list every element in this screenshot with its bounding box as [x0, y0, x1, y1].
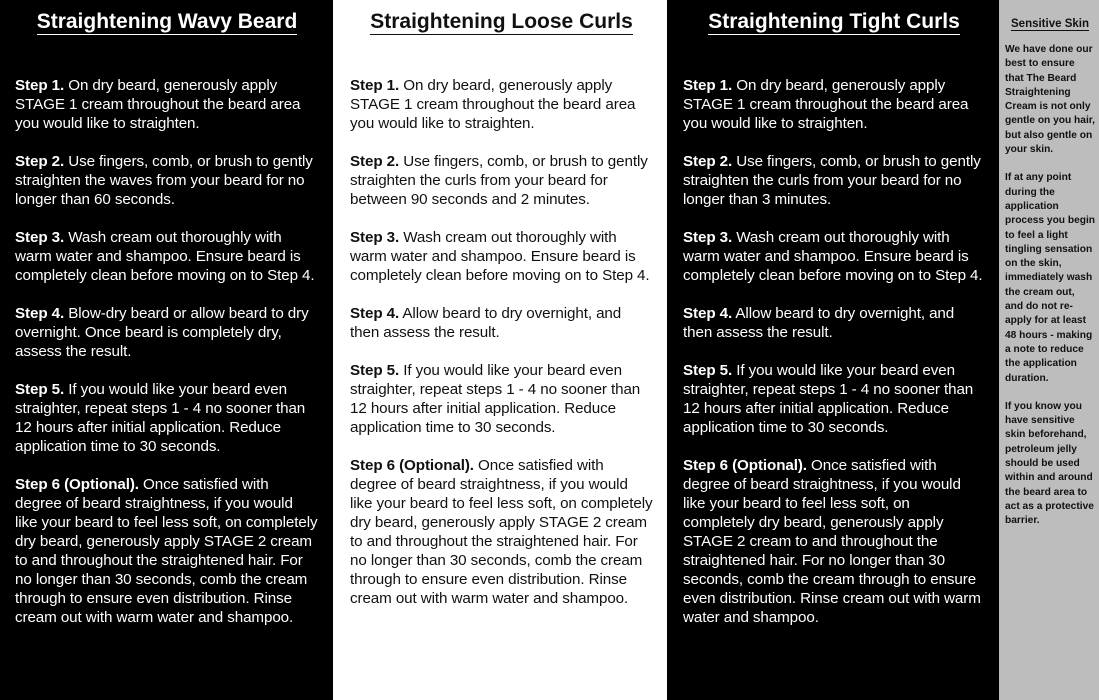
step-text: On dry beard, generously apply STAGE 1 cream throughout the beard area you would like to straighten.	[15, 77, 301, 132]
step-text: Once satisfied with degree of beard straightness, if you would like your beard to feel less soft, on completely dry beard, generously apply STAGE 2 cream to and throughout the straightened hair. For no longer than 30 seconds, comb the cream through to ensure even distribution. Rinse cream out with warm water and shampoo.	[15, 476, 318, 626]
step-3	[683, 228, 985, 285]
sidebar-paragraph: If you know you have sensitive skin beforehand, petroleum jelly should be used within and around the beard area to act as a protective barrier.	[1005, 400, 1094, 527]
step-2	[15, 152, 319, 209]
step-6	[350, 456, 653, 608]
column-title: Straightening Tight Curls	[708, 10, 960, 33]
step-text: If you would like your beard even straighter, repeat steps 1 - 4 no sooner than 12 hours after initial application. Reduce application time to 30 seconds.	[350, 362, 641, 436]
step-4	[683, 304, 985, 342]
sidebar-paragraph: We have done our best to ensure that The Beard Straightening Cream is not only gentle on you hair, but also gentle on your skin.	[1005, 44, 1096, 156]
step-label: Step 6 (Optional).	[15, 476, 139, 493]
step-label: Step 2.	[15, 153, 65, 170]
step-1	[15, 76, 319, 133]
step-text: Once satisfied with degree of beard straightness, if you would like your beard to feel less soft, on completely dry beard, generously apply STAGE 2 cream to and throughout the straightened hair. For no longer than 30 seconds, comb the cream through to ensure even distribution. Rinse cream out with warm water and shampoo.	[683, 457, 981, 626]
step-label: Step 2.	[683, 153, 733, 170]
step-label: Step 3.	[15, 229, 65, 246]
step-label: Step 4.	[683, 305, 733, 322]
step-1	[683, 76, 985, 133]
step-3	[350, 228, 653, 285]
column-title: Straightening Wavy Beard	[36, 10, 298, 33]
step-3	[15, 228, 319, 285]
step-label: Step 2.	[350, 153, 400, 170]
step-4	[350, 304, 653, 342]
step-text: On dry beard, generously apply STAGE 1 cream throughout the beard area you would like to straighten.	[683, 77, 969, 132]
step-label: Step 1.	[15, 77, 65, 94]
step-label: Step 6 (Optional).	[350, 457, 474, 474]
loose-curls-column	[333, 0, 667, 700]
tight-curls-column	[667, 0, 999, 700]
step-4	[15, 304, 319, 361]
step-label: Step 4.	[15, 305, 65, 322]
step-text: Use fingers, comb, or brush to gently straighten the curls from your beard for between 90 seconds and 2 minutes.	[350, 153, 648, 208]
step-text: Wash cream out thoroughly with warm water and shampoo. Ensure beard is completely clean before moving on to Step 4.	[15, 229, 315, 284]
step-text: Allow beard to dry overnight, and then assess the result.	[350, 305, 622, 341]
step-text: If you would like your beard even straighter, repeat steps 1 - 4 no sooner than 12 hours after initial application. Reduce application time to 30 seconds.	[15, 381, 306, 455]
step-text: Blow-dry beard or allow beard to dry overnight. Once beard is completely dry, assess the result.	[15, 305, 309, 360]
step-label: Step 3.	[350, 229, 400, 246]
step-text: Wash cream out thoroughly with warm water and shampoo. Ensure beard is completely clean before moving on to Step 4.	[683, 229, 983, 284]
step-label: Step 3.	[683, 229, 733, 246]
step-label: Step 5.	[350, 362, 400, 379]
step-2	[683, 152, 985, 209]
step-6	[15, 475, 319, 627]
step-1	[350, 76, 653, 133]
step-text: Use fingers, comb, or brush to gently straighten the waves from your beard for no longer than 60 seconds.	[15, 153, 313, 208]
step-label: Step 5.	[683, 362, 733, 379]
step-5	[683, 361, 985, 437]
sidebar-paragraph: If at any point during the application process you begin to feel a light tingling sensation on the skin, immediately wash the cream out, and do not re-apply for at least 48 hours - making a note to reduce the application duration.	[1005, 172, 1096, 384]
step-6	[683, 456, 985, 627]
step-text: If you would like your beard even straighter, repeat steps 1 - 4 no sooner than 12 hours after initial application. Reduce application time to 30 seconds.	[683, 362, 974, 436]
step-text: On dry beard, generously apply STAGE 1 cream throughout the beard area you would like to straighten.	[350, 77, 636, 132]
step-text: Wash cream out thoroughly with warm water and shampoo. Ensure beard is completely clean before moving on to Step 4.	[350, 229, 650, 284]
step-2	[350, 152, 653, 209]
wavy-beard-column	[0, 0, 333, 700]
sensitive-skin-sidebar	[999, 0, 1099, 700]
step-text: Once satisfied with degree of beard straightness, if you would like your beard to feel less soft, on completely dry beard, generously apply STAGE 2 cream to and throughout the straightened hair. For no longer than 30 seconds, comb the cream through to ensure even distribution. Rinse cream out with warm water and shampoo.	[350, 457, 653, 607]
step-5	[15, 380, 319, 456]
step-text: Use fingers, comb, or brush to gently straighten the curls from your beard for no longer than 3 minutes.	[683, 153, 981, 208]
sidebar-title: Sensitive Skin	[1011, 18, 1089, 30]
sidebar-text	[1005, 43, 1095, 529]
step-5	[350, 361, 653, 437]
steps-list	[15, 76, 319, 627]
steps-list	[683, 76, 985, 627]
step-label: Step 5.	[15, 381, 65, 398]
column-title: Straightening Loose Curls	[370, 10, 633, 33]
step-label: Step 6 (Optional).	[683, 457, 807, 474]
step-text: Allow beard to dry overnight, and then assess the result.	[683, 305, 955, 341]
step-label: Step 1.	[350, 77, 400, 94]
step-label: Step 1.	[683, 77, 733, 94]
step-label: Step 4.	[350, 305, 400, 322]
steps-list	[350, 76, 653, 608]
